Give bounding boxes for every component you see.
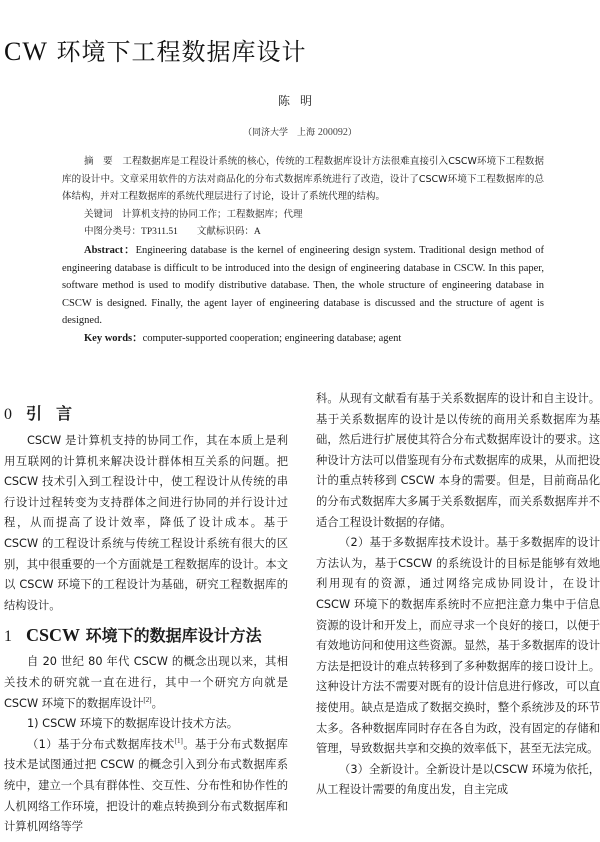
clc-label: 中图分类号： (84, 226, 142, 238)
section-0-number: 0 (4, 406, 12, 423)
keywords-cn (62, 206, 544, 224)
abstract-en-text: Engineering database is the kernel of engineering design system. Traditional design method of engineering database is difficult to be introduced into the design of engineering database in CSCW. In this paper, software method is used to modify distributive database. Then, the whole structure of engineering database in CSCW is designed. Finally, the agent layer of engineering database is discussed and the structure of agent is designed. (62, 244, 544, 327)
keywords-en-text: computer-supported cooperation; engineering database; agent (142, 332, 402, 344)
author-name: 陈明 (277, 94, 322, 108)
abstract-section (62, 153, 544, 348)
section-1-title-latin: CSCW (26, 625, 81, 646)
item-1-paragraph (4, 735, 288, 838)
citation-2: [2] (143, 695, 152, 704)
paper-title-prefix: CW (4, 37, 48, 66)
section-1-number: 1 (4, 628, 12, 646)
section-1-paragraph-text: 自 20 世纪 80 年代 CSCW 的概念出现以来，其相关技术的研究就一直在进行，其中一个研究方向就是CSCW 环境下的数据库设计 (4, 655, 288, 710)
abstract-en-label: Abstract： (84, 244, 136, 256)
section-0-heading (4, 397, 288, 431)
doc-code-value: A (253, 227, 261, 238)
body-column-left (4, 397, 288, 838)
item-2-paragraph: （2）基于多数据库技术设计。基于多数据库的设计方法认为，基于CSCW 的系统设计的目标是能够有效地利用现有的资源，通过网络完成协同设计，在设计 CSCW 环境下的数据库系统时不应把注意力集中于信息资源的设计和开发上，而应寻求一个良好的接口，以便于有效地访问和使用这些资源。显然，基于多数据库的设计方法是把设计的难点转移到了多种数据库的接口设计上。这种设计方法不需要对既有的设计信息进行修改，可以直接使用。缺点是造成了数据交换时，整个系统涉及的环节太多。各种数据库同时存在各自为政，没有固定的存储和管理，导致数据共享和交换的效率低下，甚至无法完成。 (316, 536, 600, 756)
abstract-cn-text: 工程数据库是工程设计系统的核心，传统的工程数据库设计方法很难直接引入CSCW环境下工程数据库的设计中。文章采用软件的方法对商品化的分布式数据库系统进行了改造，设计了CSCW环境下工程数据库的总体结构，并对工程数据库的系统代理层进行了讨论，设计了系统代理的结构。 (62, 156, 544, 203)
abstract-cn (62, 153, 544, 206)
section-1-heading (4, 618, 288, 652)
keywords-en (62, 330, 544, 348)
item-3-paragraph: （3）全新设计。全新设计是以CSCW 环境为依托，从工程设计需要的角度出发，自主完成 (316, 762, 600, 797)
classification-line (62, 223, 544, 242)
section-1-title-rest: 环境下的数据库设计方法 (80, 626, 262, 646)
item-1-continuation: 科。从现有文献看有基于关系数据库的设计和自主设计。基于关系数据库的设计是以传统的商用关系数据库为基础，然后进行扩展使其符合分布式数据库设计的要求。这种设计方法可以借鉴现有分布式数据库的成果，从而把设计的重点转移到 CSCW 本身的需要。但是，目前商品化的分布式数据库大多属于关系数据库，而关系数据库并不适合工程设计数据的存储。 (316, 392, 600, 529)
subsection-1-heading: 1) CSCW 环境下的数据库设计技术方法。 (27, 717, 239, 731)
affiliation-close: ） (347, 128, 357, 138)
body-column-right (316, 389, 600, 801)
section-0-paragraph: CSCW 是计算机支持的协同工作，其在本质上是利用互联网的计算机来解决设计群体相互关系的问题。把 CSCW 技术引入到工程设计中，使工程设计从传统的串行设计过程转变为支持群体之间进行协同的并行设计过程，从而提高了设计效率，降低了设计成本。基于 CSCW 的工程设计系统与传统工程设计系统有很大的区别，其中很重要的一个方面就是工程数据库的设计。本文以 CSCW 环境下的工程设计为基础，研究工程数据库的结构设计。 (4, 434, 288, 612)
item-1-body: 。基于分布式数据库技术是试图通过把 CSCW 的概念引入到分布式数据库系统中，建立一个具有群体性、交互性、分布性和协作性的人机网络工作环境，把设计的难点转换到分布式数据库和计算机网络等学 (4, 737, 288, 834)
item-1-head: （1）基于分布式数据库技术 (27, 737, 175, 751)
section-0-title: 引言 (26, 404, 87, 423)
doc-code-label: 文献标识码： (196, 226, 254, 238)
abstract-en (62, 242, 544, 330)
affiliation (0, 125, 600, 138)
paper-title-rest: 环境下工程数据库设计 (47, 38, 307, 66)
keywords-en-label: Key words： (84, 332, 143, 344)
keywords-cn-label: 关键词 (84, 208, 113, 220)
citation-1: [1] (174, 736, 183, 745)
affiliation-text: （同济大学 上海 (243, 128, 318, 138)
clc-value: TP311.51 (141, 227, 178, 238)
section-1-paragraph-end: 。 (151, 696, 163, 710)
keywords-cn-text: 计算机支持的协同工作；工程数据库；代理 (122, 208, 303, 220)
affiliation-postcode: 200092 (317, 127, 348, 138)
abstract-cn-label: 摘 要 (84, 156, 113, 167)
section-1-paragraph (4, 652, 288, 714)
paper-title (4, 32, 307, 67)
